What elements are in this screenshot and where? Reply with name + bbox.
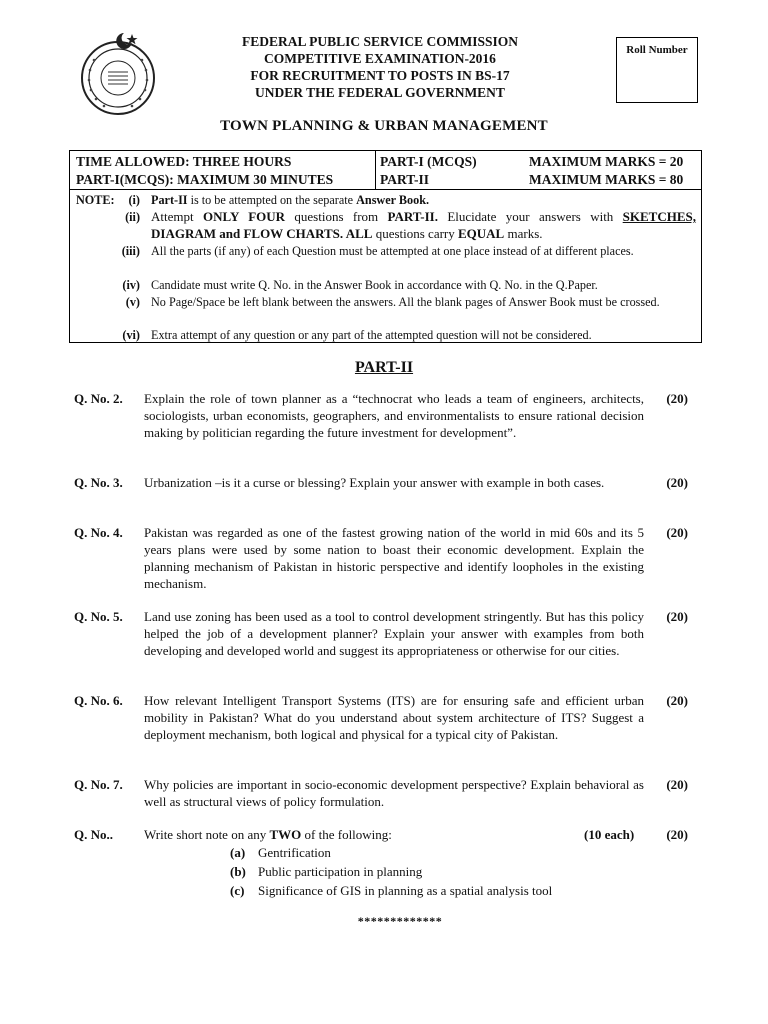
question-text: Pakistan was regarded as one of the fastest growing nation of the world in mid 60s and its 5 years plans were used by some nation to boast their economic development. Explain the planning mechanism of Pakistan in historic perspective and identify loopholes in the existing mechanism. bbox=[144, 525, 644, 591]
question-number: Q. No.. bbox=[74, 827, 113, 842]
fpsc-emblem-icon bbox=[74, 30, 162, 118]
note-number: (i) bbox=[128, 193, 140, 207]
question-number: Q. No. 3. bbox=[74, 475, 123, 490]
roll-number-box[interactable] bbox=[616, 37, 698, 103]
part1-label: PART-I (MCQS) bbox=[380, 154, 477, 169]
note-plain: Elucidate your answers with bbox=[437, 209, 623, 224]
note-label: NOTE: bbox=[76, 193, 115, 207]
question-number: Q. No. 4. bbox=[74, 525, 123, 540]
header-line-2: COMPETITIVE EXAMINATION-2016 bbox=[264, 51, 496, 66]
note-text bbox=[151, 192, 696, 209]
question-plain: of the following: bbox=[301, 827, 392, 842]
question-number: Q. No. 2. bbox=[74, 391, 123, 406]
note-bold: SKETCHES, bbox=[622, 209, 697, 224]
note-bold: Answer Book. bbox=[356, 193, 430, 207]
subpart-text: Public participation in planning bbox=[258, 864, 423, 879]
note-number: (iii) bbox=[121, 244, 140, 258]
note-bold: Part-II bbox=[151, 193, 188, 207]
question-marks: (20) bbox=[666, 827, 688, 842]
subpart-item bbox=[230, 844, 331, 861]
note-bold: DIAGRAM and FLOW CHARTS. ALL bbox=[151, 225, 373, 241]
question-marks: (20) bbox=[666, 777, 688, 792]
subpart-item bbox=[230, 863, 422, 880]
note-text: All the parts (if any) of each Question must be attempted at one place instead of at different places. bbox=[151, 244, 634, 258]
note-text: Extra attempt of any question or any part of the attempted question will not be considered. bbox=[151, 328, 592, 342]
part1-marks: MAXIMUM MARKS = 20 bbox=[529, 154, 684, 169]
question-text: Land use zoning has been used as a tool to control development stringently. But has this policy helped the job of a development planner? Explain your answer with examples from both developing and developed world and suggest its appropriateness or otherwise for our cities. bbox=[144, 609, 644, 658]
question-marks: (20) bbox=[666, 475, 688, 490]
end-marker: ************* bbox=[357, 914, 443, 928]
question-text: How relevant Intelligent Transport Systems (ITS) are for ensuring safe and efficient urban mobility in Pakistan? What do you understand about system architecture of ITS? Suggest a deployment mechanism, both logical and physical for a typical city of Pakistan. bbox=[144, 693, 644, 742]
question-text bbox=[144, 826, 644, 843]
marks-each: (10 each) bbox=[584, 827, 635, 842]
subpart-text: Significance of GIS in planning as a spatial analysis tool bbox=[258, 883, 553, 898]
question-marks: (20) bbox=[666, 693, 688, 708]
time-marks-box bbox=[69, 150, 702, 190]
question-marks: (20) bbox=[666, 525, 688, 540]
note-bold: ONLY FOUR bbox=[202, 209, 286, 224]
subpart-label: (b) bbox=[230, 864, 246, 879]
note-plain: Attempt bbox=[151, 209, 203, 224]
note-number: (iv) bbox=[122, 278, 140, 292]
note-bold: EQUAL bbox=[458, 225, 505, 241]
subpart-label: (a) bbox=[230, 845, 246, 860]
subpart-label: (c) bbox=[230, 883, 245, 898]
part1-time: PART-I(MCQS): MAXIMUM 30 MINUTES bbox=[76, 172, 334, 187]
question-marks: (20) bbox=[666, 391, 688, 406]
note-text: Candidate must write Q. No. in the Answer Book in accordance with Q. No. in the Q.Paper. bbox=[151, 278, 598, 292]
note-number: (vi) bbox=[122, 328, 140, 342]
note-plain: is to be attempted on the separate bbox=[187, 193, 357, 207]
subpart-text: Gentrification bbox=[258, 845, 331, 860]
instructions-box bbox=[69, 189, 702, 343]
question-text: Why policies are important in socio-economic development perspective? Explain behavioral as well as structural views of policy formulation. bbox=[144, 777, 644, 809]
note-bold: PART-II. bbox=[387, 209, 438, 224]
question-number: Q. No. 5. bbox=[74, 609, 123, 624]
note-text: No Page/Space be left blank between the answers. All the blank pages of Answer Book must be crossed. bbox=[151, 295, 660, 309]
question-number: Q. No. 6. bbox=[74, 693, 123, 708]
header-line-4: UNDER THE FEDERAL GOVERNMENT bbox=[255, 85, 505, 100]
part2-marks: MAXIMUM MARKS = 80 bbox=[529, 172, 684, 187]
exam-header bbox=[180, 33, 580, 101]
note-plain: marks. bbox=[504, 225, 543, 241]
note-number: (v) bbox=[125, 295, 140, 309]
header-line-3: FOR RECRUITMENT TO POSTS IN BS-17 bbox=[250, 68, 510, 83]
time-allowed: TIME ALLOWED: THREE HOURS bbox=[76, 154, 292, 169]
box-divider bbox=[375, 151, 376, 189]
question-number: Q. No. 7. bbox=[74, 777, 123, 792]
question-plain: Write short note on any bbox=[144, 827, 270, 842]
roll-number-label: Roll Number bbox=[626, 44, 688, 56]
header-line-1: FEDERAL PUBLIC SERVICE COMMISSION bbox=[242, 34, 518, 49]
question-bold: TWO bbox=[269, 827, 302, 842]
note-plain: questions carry bbox=[372, 225, 458, 241]
question-marks: (20) bbox=[666, 609, 688, 624]
note-plain: questions from bbox=[285, 209, 388, 224]
fpsc-logo bbox=[74, 30, 162, 118]
note-number: (ii) bbox=[125, 210, 140, 224]
part-heading: PART-II bbox=[354, 359, 414, 376]
question-text: Urbanization –is it a curse or blessing? Explain your answer with example in both cases. bbox=[144, 475, 605, 490]
question-text: Explain the role of town planner as a “technocrat who leads a team of engineers, architects, sociologists, urban economists, geographers, and environmentalists to ensure rational decision making by politician regarding the future investment for development”. bbox=[144, 391, 644, 440]
subpart-item bbox=[230, 882, 552, 899]
note-text bbox=[151, 209, 696, 242]
part2-label: PART-II bbox=[380, 172, 430, 187]
paper-title: TOWN PLANNING & URBAN MANAGEMENT bbox=[220, 118, 548, 134]
